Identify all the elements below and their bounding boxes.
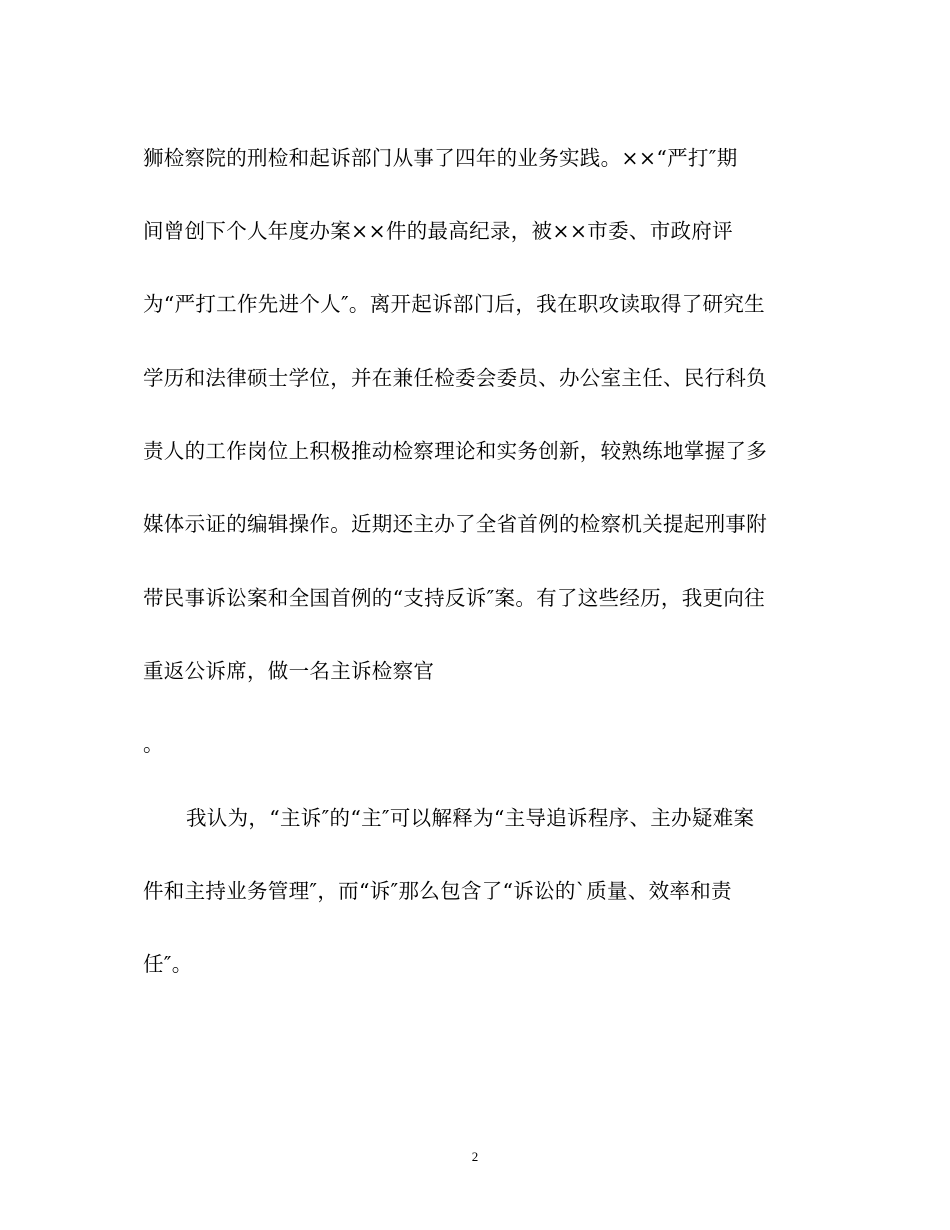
paragraph-1-line-5: 责人的工作岗位上积极推动检察理论和实务创新，较熟练地掌握了多 bbox=[143, 439, 767, 463]
page-number: 2 bbox=[471, 1149, 479, 1164]
paragraph-1-line-6: 媒体示证的编辑操作。近期还主办了全省首例的检察机关提起刑事附 bbox=[143, 512, 767, 536]
paragraph-2-line-1: 我认为，“主诉″的“主″可以解释为“主导追诉程序、主办疑难案 bbox=[186, 806, 755, 830]
paragraph-1-line-3: 为“严打工作先进个人″。离开起诉部门后，我在职攻读取得了研究生 bbox=[143, 292, 765, 316]
paragraph-1-line-9: 。 bbox=[143, 732, 164, 756]
paragraph-1-line-7: 带民事诉讼案和全国首例的“支持反诉″案。有了这些经历，我更向往 bbox=[143, 586, 765, 610]
paragraph-1-line-2: 间曾创下个人年度办案××件的最高纪录，被××市委、市政府评 bbox=[143, 219, 733, 243]
paragraph-2-line-3: 任″。 bbox=[143, 952, 193, 976]
paragraph-2-line-2: 件和主持业务管理″，而“诉″那么包含了“诉讼的`质量、效率和责 bbox=[143, 879, 732, 903]
paragraph-1-line-1: 狮检察院的刑检和起诉部门从事了四年的业务实践。××“严打″期 bbox=[143, 146, 738, 170]
paragraph-1-line-8: 重返公诉席，做一名主诉检察官 bbox=[143, 659, 435, 683]
paragraph-1-line-4: 学历和法律硕士学位，并在兼任检委会委员、办公室主任、民行科负 bbox=[143, 366, 767, 390]
